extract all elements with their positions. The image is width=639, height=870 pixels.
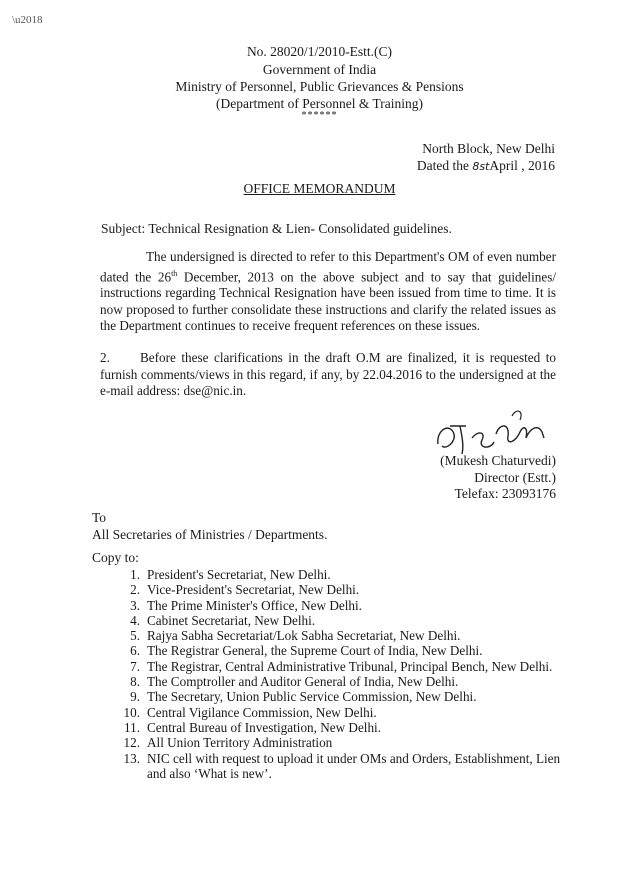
para1-lead: The undersigned is directed to refer to this Department's OM of even number dated the 26 <box>100 249 556 284</box>
para2-number: 2. <box>100 350 110 365</box>
list-item-text: Cabinet Secretariat, New Delhi. <box>147 612 316 628</box>
list-item-text: The Registrar, Central Administrative Tribunal, Principal Bench, New Delhi. <box>147 658 553 674</box>
list-item <box>112 628 562 643</box>
margin-mark: \u2018 <box>12 14 43 26</box>
list-item <box>112 720 562 735</box>
list-item-text: Vice-President's Secretariat, New Delhi. <box>147 582 360 598</box>
list-item <box>112 567 562 582</box>
subject-line: Subject: Technical Resignation & Lien- Consolidated guidelines. <box>101 221 452 236</box>
list-item <box>112 689 562 704</box>
list-item <box>112 582 562 597</box>
list-item-number: 13. <box>123 750 140 766</box>
to-recipient: All Secretaries of Ministries / Departments. <box>92 527 328 542</box>
date-line <box>417 158 555 174</box>
list-item-text: The Comptroller and Auditor General of India, New Delhi. <box>147 674 459 690</box>
list-item-text: Central Vigilance Commission, New Delhi. <box>147 704 377 720</box>
ministry-line: Ministry of Personnel, Public Grievances & Pensions <box>175 79 464 94</box>
list-item-number: 10. <box>123 704 140 720</box>
list-item-number: 6. <box>130 643 140 659</box>
department-line: (Department of Personnel & Training) <box>216 96 423 111</box>
place-line: North Block, New Delhi <box>422 141 555 156</box>
list-item <box>112 598 562 613</box>
date-handwritten: 8st <box>472 160 490 173</box>
list-item <box>112 705 562 720</box>
list-item-number: 5. <box>130 628 140 644</box>
document-title-text: OFFICE MEMORANDUM <box>243 181 396 196</box>
list-item-number: 11. <box>124 719 140 735</box>
list-item-number: 9. <box>130 689 140 705</box>
list-item-number: 12. <box>123 735 140 751</box>
signatory-name: (Mukesh Chaturvedi) <box>440 453 556 468</box>
signatory-block <box>440 453 556 503</box>
list-item <box>112 659 562 674</box>
list-item-number: 2. <box>130 582 140 598</box>
paragraph-1 <box>100 249 556 335</box>
list-item-text: Central Bureau of Investigation, New Delhi. <box>147 719 382 735</box>
addressee-block <box>92 509 327 543</box>
list-item-number: 1. <box>130 567 140 582</box>
list-item <box>112 613 562 628</box>
government-line: Government of India <box>262 62 377 77</box>
date-suffix: April , 2016 <box>489 158 555 173</box>
list-item-text: The Registrar General, the Supreme Court of India, New Delhi. <box>147 643 483 659</box>
list-item-number: 7. <box>130 658 140 674</box>
list-item <box>112 751 562 782</box>
paragraph-2 <box>100 350 556 400</box>
para2-text: Before these clarifications in the draft O.M are finalized, it is requested to furnish comments/views in this regard, if any, by 22.04.2016 to the undersigned at the e-mail address: dse@nic.in. <box>100 350 556 398</box>
list-item-text: The Prime Minister's Office, New Delhi. <box>147 597 362 613</box>
list-item-number: 4. <box>130 612 140 628</box>
list-item-number: 3. <box>130 597 140 613</box>
list-item-text: President's Secretariat, New Delhi. <box>147 567 331 582</box>
document-title <box>0 181 639 197</box>
signatory-telefax: Telefax: 23093176 <box>454 486 556 501</box>
to-label: To <box>92 510 107 525</box>
para1-sup: th <box>171 268 178 278</box>
file-number: No. 28020/1/2010-Estt.(C) <box>246 44 393 59</box>
list-item-text: All Union Territory Administration <box>147 735 333 751</box>
para1-rest: December, 2013 on the above subject and to say that guidelines/ instructions regarding Technical Resignation have been issued from time to time. It is now proposed to further consolidate these instructions and clarify the related issues as the Department continues to receive frequent references on these issues. <box>100 268 556 334</box>
list-item <box>112 735 562 750</box>
date-prefix: Dated the <box>416 158 469 173</box>
list-item-number: 8. <box>130 674 140 690</box>
list-item-text: The Secretary, Union Public Service Commission, New Delhi. <box>147 689 477 705</box>
header-stars: ****** <box>301 110 338 121</box>
list-item <box>112 674 562 689</box>
list-item <box>112 643 562 658</box>
copy-to-list <box>112 567 562 781</box>
signatory-designation: Director (Estt.) <box>474 469 556 485</box>
list-item-text: NIC cell with request to upload it under OMs and Orders, Establishment, Lien and also ‘What is new’. <box>147 750 561 781</box>
copy-to-label: Copy to: <box>92 550 139 565</box>
list-item-text: Rajya Sabha Secretariat/Lok Sabha Secretariat, New Delhi. <box>147 628 461 644</box>
